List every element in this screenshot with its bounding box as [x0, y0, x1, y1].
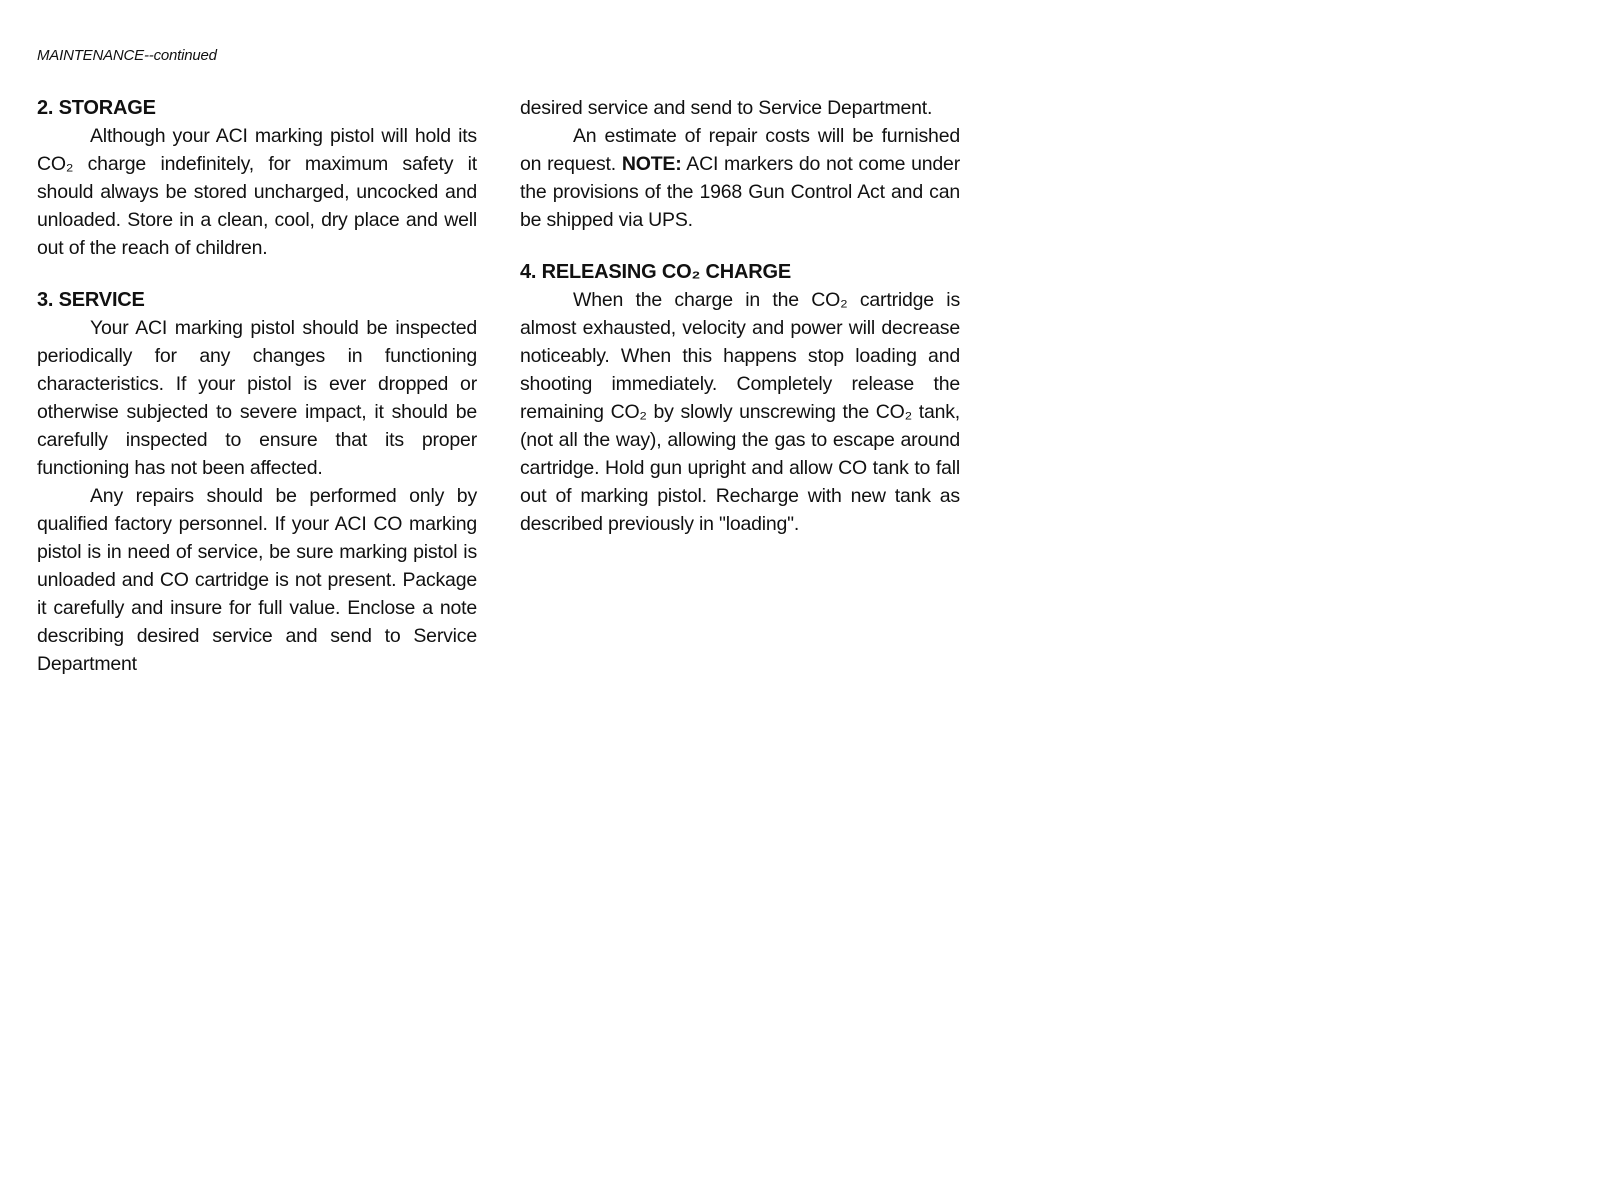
note-label: NOTE: [621, 153, 682, 175]
storage-heading: 2. STORAGE [37, 97, 156, 119]
service-paragraph-repairs: Any repairs should be performed only by qualified factory personnel. If your ACI CO marking pistol is in need of service, be sure marking pistol is unloaded and CO cartridge is not present. Package it carefully and insure for full value. Enclose a note describing desired service and send to Service Department [37, 485, 477, 675]
repair-estimate-paragraph [520, 122, 960, 234]
releasing-section [520, 258, 960, 538]
releasing-paragraph: When the charge in the CO₂ cartridge is almost exhausted, velocity and power will decrease noticeably. When this happens stop loading and shooting immediately. Completely release the remaining CO₂ by slowly unscrewing the CO₂ tank, (not all the way), allowing the gas to escape around cartridge. Hold gun upright and allow CO tank to fall out of marking pistol. Recharge with new tank as described previously in "loading". [520, 289, 960, 535]
running-header: MAINTENANCE--continued [37, 47, 217, 64]
repair-estimate-text: An estimate of repair costs will be furnished on request. [520, 125, 960, 175]
service-section [37, 286, 477, 678]
left-column [37, 94, 477, 702]
note-text: ACI markers do not come under the provisions of the 1968 Gun Control Act and can be shipped via UPS. [520, 153, 960, 231]
service-continued-paragraph: desired service and send to Service Department. [520, 97, 933, 119]
releasing-heading: 4. RELEASING CO₂ CHARGE [520, 261, 791, 283]
storage-section [37, 94, 477, 262]
right-column [520, 94, 960, 562]
storage-paragraph: Although your ACI marking pistol will hold its CO₂ charge indefinitely, for maximum safety it should always be stored uncharged, uncocked and unloaded. Store in a clean, cool, dry place and well out of the reach of children. [37, 125, 477, 259]
service-heading: 3. SERVICE [37, 289, 145, 311]
service-continued-section [520, 94, 960, 234]
service-paragraph-inspection: Your ACI marking pistol should be inspected periodically for any changes in functioning characteristics. If your pistol is ever dropped or otherwise subjected to severe impact, it should be carefully inspected to ensure that its proper functioning has not been affected. [37, 317, 477, 479]
